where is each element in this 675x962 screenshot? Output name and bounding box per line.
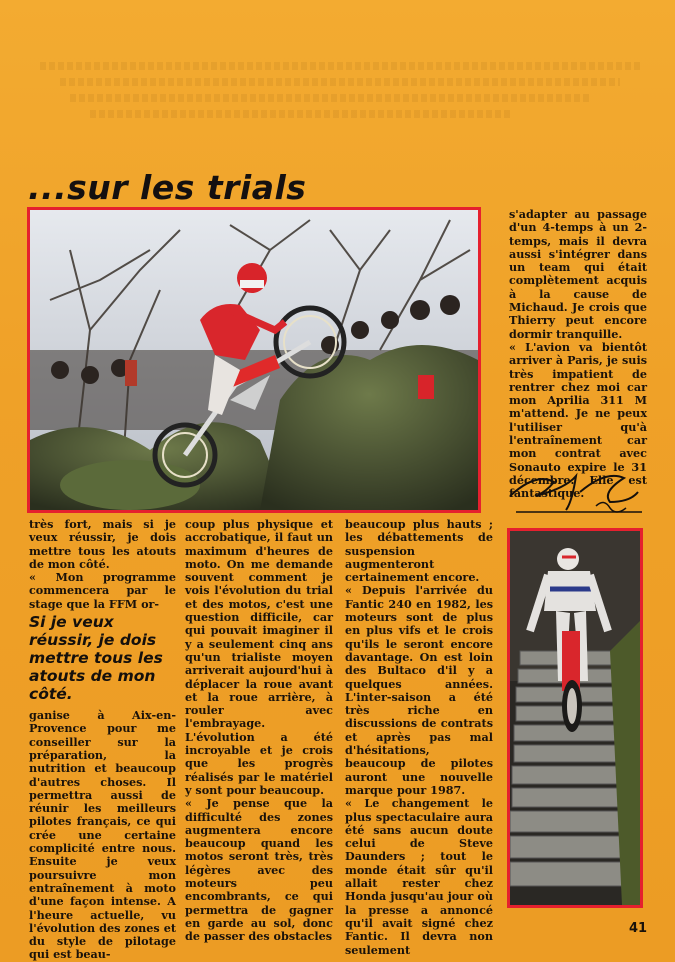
- main-photo-frame: [27, 207, 481, 513]
- page-number: 41: [629, 921, 648, 936]
- bleed-through-text: [60, 78, 620, 86]
- side-photo-frame: [507, 528, 643, 908]
- paragraph: « L'avion va bientôt arriver à Paris, je suis très impatient de rentrer chez moi car mon Aprilia 311 M m'attend. Je ne peux l'utiliser qu'à l'entraînement car mon contrat avec Sonauto expire le 31 décembre. Elle est fantastique.: [509, 339, 647, 501]
- stairs-rider-photo: [510, 531, 640, 905]
- paragraph: s'adapter au passage d'un 4-temps à un 2-temps, mais il devra aussi s'intégrer dans un team qui était complètement acquis à la cause de Michaud. Je crois que Thierry peut encore dormir tranquille.: [509, 207, 647, 341]
- article-column-4: [509, 208, 647, 501]
- article-column-2: [185, 518, 333, 944]
- headline: ...sur les trials: [28, 168, 307, 207]
- paragraph: « Depuis l'arrivée du Fantic 240 en 1982, les moteurs sont de plus en plus vifs et le crois qu'ils le seront encore davantage. On est loin des Bultaco d'il y a quelques années. L'inter-saison a été très riche en discussions de contrats et après pas mal d'hésitations, beaucoup de pilotes auront une nouvelle marque pour 1987.: [345, 583, 493, 797]
- paragraph: beaucoup plus hauts ; les débattements de suspension augmenteront certainement encore.: [345, 517, 493, 585]
- paragraph: « Mon programme commencera par le stage que la FFM or-: [29, 570, 176, 611]
- article-column-1: [29, 518, 176, 962]
- paragraph: « Je pense que la difficulté des zones augmentera encore beaucoup quand les motos seront très, très légères avec des moteurs peu encombrants, ce qui permettra de gagner en garde au sol, donc de passer des obstacles: [185, 796, 333, 944]
- bleed-through-text: [40, 62, 640, 70]
- article-column-3: [345, 518, 493, 957]
- author-signature: [506, 462, 646, 520]
- bleed-through-text: [90, 110, 510, 118]
- paragraph: très fort, mais si je veux réussir, je dois mettre tous les atouts de mon côté.: [29, 517, 176, 571]
- pull-quote: Si je veux réussir, je dois mettre tous les atouts de mon côté.: [29, 613, 163, 704]
- paragraph: « Le changement le plus spectaculaire aura été sans aucun doute celui de Steve Daunders ; tout le monde était sûr qu'il allait rester chez Honda jusqu'au jour où la presse a annoncé qu'il avait signé chez Fantic. Il devra non seulement: [345, 796, 493, 957]
- bleed-through-text: [70, 94, 590, 102]
- paragraph: coup plus physique et accrobatique, il faut un maximum d'heures de moto. On me demande souvent comment je vois l'évolution du trial et des motos, c'est une question difficile, car qui pouvait imaginer il y a seulement cinq ans qu'un trialiste moyen arriverait aujourd'hui à déplacer la roue avant et la roue arrière, à rouler avec l'embrayage. L'évolution a été incroyable et je crois que les progrès réalisés par le matériel y sont pour beaucoup.: [185, 517, 333, 797]
- trial-rider-photo: [30, 210, 478, 510]
- paragraph: ganise à Aix-en-Provence pour me conseiller sur la préparation, la nutrition et beaucoup d'autres choses. Il permettra aussi de réunir les meilleurs pilotes français, ce qui crée une certaine complicité entre nous. Ensuite je veux poursuivre mon entraînement à moto d'une façon intense. A l'heure actuelle, vu l'évolution des zones et du style de pilotage qui est beau-: [29, 708, 176, 962]
